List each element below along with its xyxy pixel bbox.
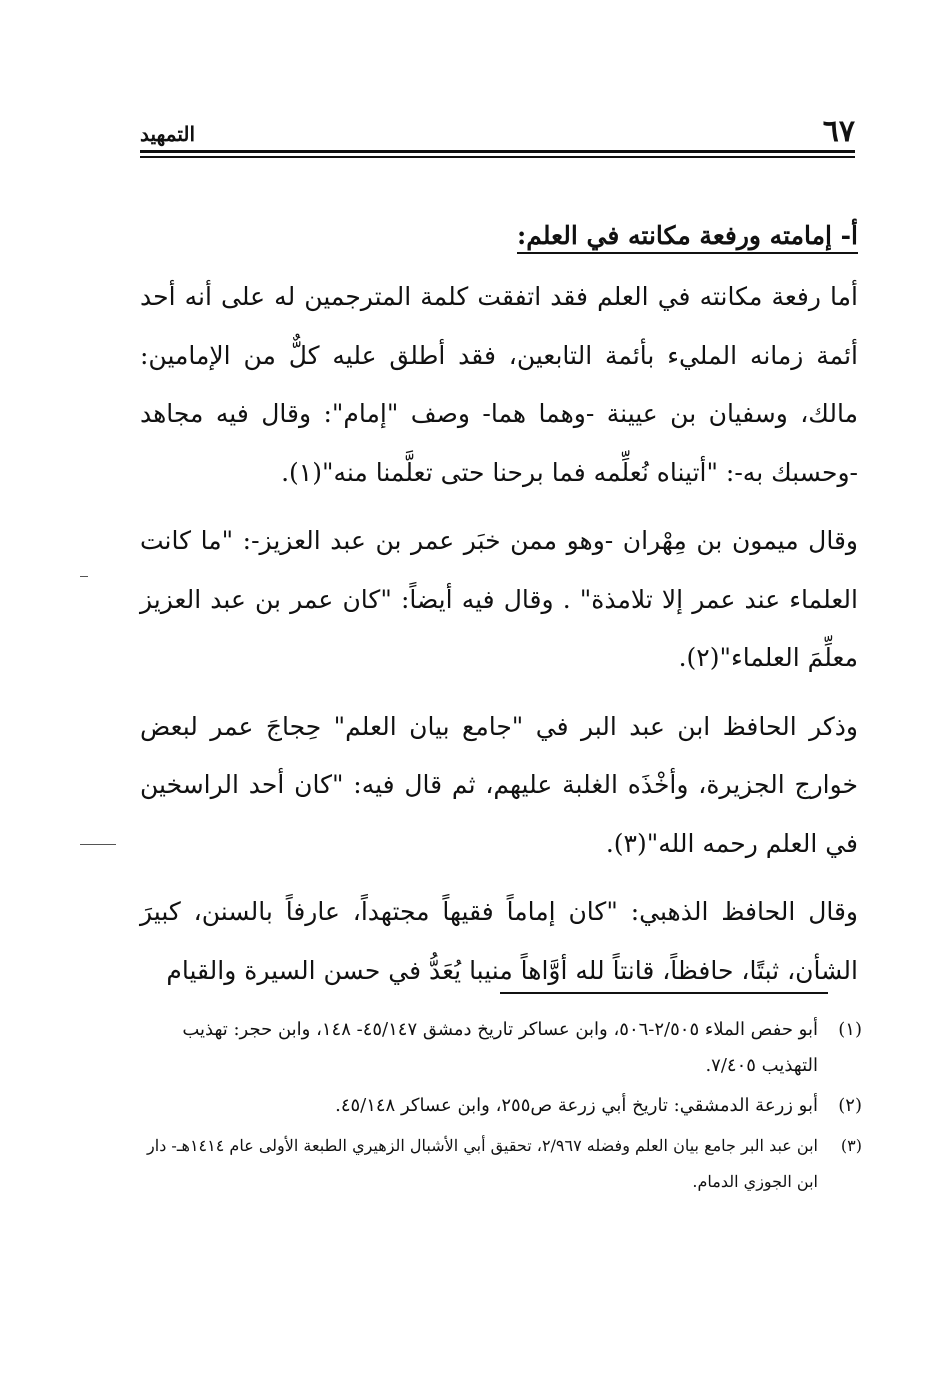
footnote-number: (٣) (840, 1136, 862, 1155)
paragraph-4: وقال الحافظ الذهبي: "كان إماماً فقيهاً مجتهداً، عارفاً بالسنن، كبيرَ الشأن، ثبتًا، حافظاً، قانتاً لله أوَّاهاً منيبا يُعَدُّ في حسن السيرة والقيام (140, 897, 858, 985)
footnote-number: (٢) (838, 1095, 862, 1116)
footnotes (140, 1012, 862, 1204)
margin-mark (80, 844, 116, 845)
page-number: ٦٧ (822, 114, 855, 149)
paragraph-1: أما رفعة مكانته في العلم فقد اتفقت كلمة المترجمين له على أنه أحد أئمة زمانه المليء بأئمة التابعين، فقد أطلق عليه كلٌّ من الإمامين: مالك، وسفيان بن عيينة -وهما هما- وصف "إمام": وقال فيه مجاهد -وحسبك به-: "أتيناه نُعلِّمه فما برحنا حتى تعلَّمنا منه"(١). (140, 282, 858, 487)
footnote-text: أبو حفص الملاء ٢/٥٠٥-٥٠٦، وابن عساكر تاريخ دمشق ٤٥/١٤٧- ١٤٨، وابن حجر: تهذيب التهذيب ٧/٤٠٥. (182, 1019, 818, 1076)
header-rule (140, 150, 855, 158)
paragraph-3: وذكر الحافظ ابن عبد البر في "جامع بيان العلم" حِجاجَ عمر لبعض خوارج الجزيرة، وأخْذَه الغلبة عليهم، ثم قال فيه: "كان أحد الراسخين في العلم رحمه الله"(٣). (140, 711, 858, 858)
footnote-1 (140, 1012, 862, 1084)
footnote-2 (140, 1088, 862, 1124)
footnote-3 (140, 1128, 862, 1200)
section-heading (140, 208, 858, 264)
footnote-text: أبو زرعة الدمشقي: تاريخ أبي زرعة ص٢٥٥، وابن عساكر ٤٥/١٤٨. (335, 1095, 818, 1116)
running-title: التمهيد (140, 122, 195, 146)
margin-mark (80, 576, 88, 577)
footnote-separator (500, 992, 828, 994)
section-heading-text: أ- إمامته ورفعة مكانته في العلم: (517, 221, 858, 254)
footnote-number: (١) (838, 1019, 862, 1040)
footnote-text: ابن عبد البر جامع بيان العلم وفضله ٢/٩٦٧، تحقيق أبي الأشبال الزهيري الطبعة الأولى عام ١٤١٤هـ- دار ابن الجوزي الدمام. (147, 1136, 818, 1191)
paragraph-2: وقال ميمون بن مِهْران -وهو ممن خبَر عمر بن عبد العزيز-: "ما كانت العلماء عند عمر إلا تلامذة" . وقال فيه أيضاً: "كان عمر بن عبد العزيز معلِّمَ العلماء"(٢). (140, 526, 858, 672)
main-text (140, 208, 858, 1010)
